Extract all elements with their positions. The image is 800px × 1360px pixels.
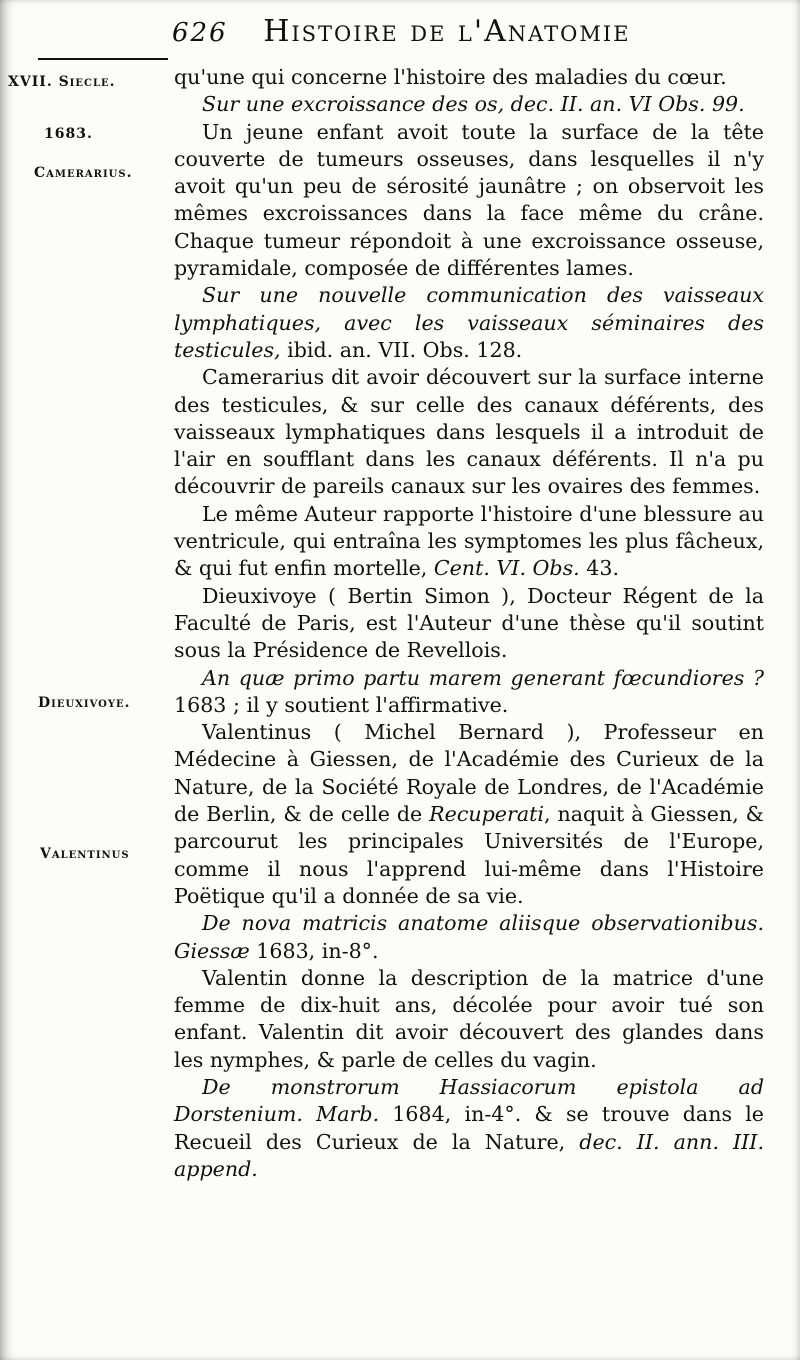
body-text [174, 64, 764, 1183]
paragraph-heading [174, 910, 764, 965]
margin-note-dieuxivoye: Dieuxivoye. [38, 695, 131, 711]
italic-reference: Cent. VI. Obs. [433, 556, 580, 581]
paragraph: qu'une qui concerne l'histoire des maladies du cœur. [174, 65, 727, 89]
paragraph [174, 501, 764, 583]
paragraph: Dieuxivoye ( Bertin Simon ), Docteur Régent de la Faculté de Paris, est l'Auteur d'une thèse qu'il soutint sous la Présidence de Revellois. [174, 583, 764, 663]
italic-title: De monstrorum Hassiacorum epistola ad Dorstenium. Marb. [174, 1074, 764, 1127]
text-run: 1683 ; il y soutient l'affirmative. [174, 692, 509, 717]
paragraph-heading [174, 282, 764, 364]
running-header [172, 14, 772, 49]
italic-title: De nova matricis anatome aliisque observationibus. Giessæ [174, 911, 764, 963]
italic-title: An quæ primo partu marem generant fœcundiores ? [202, 665, 764, 690]
paragraph: Camerarius dit avoir découvert sur la surface interne des testicules, & sur celle des canaux déférents, des vaisseaux lymphatiques dans lesquels il a introduit de l'air en soufflant dans les canaux déférents. Il n'a pu découvrir de pareils canaux sur les ovaires des femmes. [174, 365, 764, 499]
paragraph-heading: Sur une excroissance des os, dec. II. an. VI Obs. 99. [202, 92, 745, 117]
paragraph: Valentin donne la description de la matrice d'une femme de dix-huit ans, décolée pour avoir tué son enfant. Valentin dit avoir découvert des glandes dans les nymphes, & parle de celles du vagin. [174, 965, 764, 1072]
italic-name: Recuperati [429, 802, 544, 827]
header-rule [38, 58, 168, 60]
paragraph-heading [174, 1074, 764, 1183]
text-run: , naquit à Giessen, & parcourut les principales Universités de l'Europe, comme il nous l'apprend lui-même dans l'Histoire Poëtique qu'il a donnée de sa vie. [174, 802, 764, 908]
running-title: Histoire de l'Anatomie [263, 14, 631, 49]
italic-reference: dec. II. ann. III. append. [174, 1129, 764, 1181]
paragraph [174, 719, 764, 910]
margin-note-camerarius: Camerarius. [34, 165, 133, 181]
text-run: 1684, in-4°. & se trouve dans le Recueil des Curieux de la Nature, [174, 1102, 764, 1154]
reference: ibid. an. VII. Obs. 128. [280, 337, 523, 362]
page-number: 626 [172, 18, 228, 48]
margin-note-century: XVII. Siecle. [8, 74, 116, 90]
text-run: Valentinus ( Michel Bernard ), Professeur en Médecine à Giessen, de l'Académie des Curieux de la Nature, de la Société Royale de Londres, de l'Académie de Berlin, & de celle de [174, 720, 764, 827]
margin-note-valentinus: Valentinus [40, 846, 130, 862]
text-run: 43. [579, 556, 620, 581]
text-run: Le même Auteur rapporte l'histoire d'une blessure au ventricule, qui entraîna les symptomes les plus fâcheux, & qui fut enfin mortelle, [174, 501, 764, 581]
italic-title: Sur une nouvelle communication des vaisseaux lymphatiques, avec les vaisseaux séminaires des testicules, [174, 283, 764, 362]
paragraph: Un jeune enfant avoit toute la surface de la tête couverte de tumeurs osseuses, dans lesquelles il n'y avoit qu'un peu de sérosité jaunâtre ; on observoit les mêmes excroissances dans la face même du crâne. Chaque tumeur répondoit à une excroissance osseuse, pyramidale, composée de différentes lames. [174, 119, 764, 281]
paragraph-heading [174, 665, 764, 720]
margin-note-year: 1683. [44, 126, 93, 142]
text-run: 1683, in-8°. [249, 938, 379, 963]
